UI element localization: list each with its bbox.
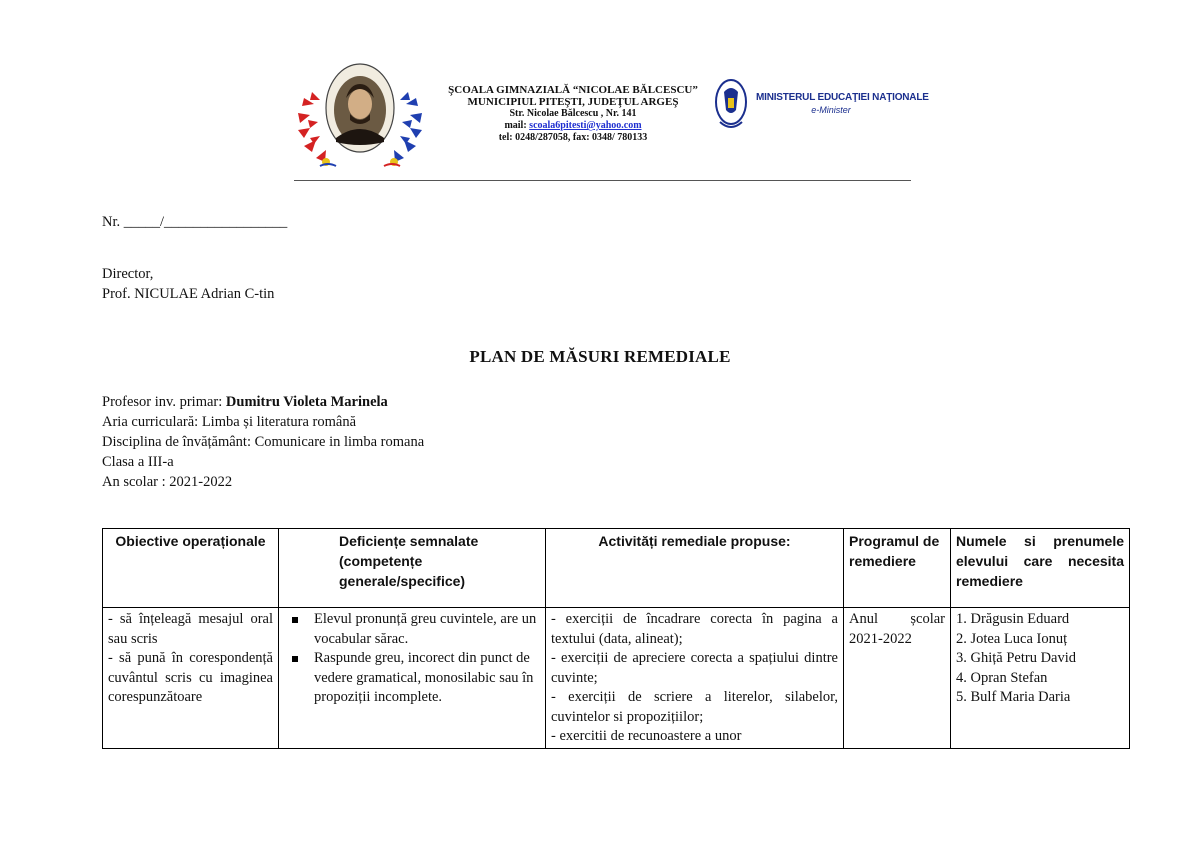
deficiency-item: Elevul pronunță greu cuvintele, are un vocabular sărac.	[314, 610, 540, 649]
activity-item: - exerciții de scriere a literelor, silabelor, cuvintelor si propozițiilor;	[551, 689, 838, 725]
teacher-label: Profesor inv. primar:	[102, 394, 226, 410]
deficiency-item: Raspunde greu, incorect din punct de vedere gramatical, monosilabic sau în propoziții incomplete.	[314, 649, 540, 708]
cell-student-names	[951, 608, 1130, 749]
ministry-seal-icon	[714, 78, 748, 136]
activity-item: - exerciții de încadrare corecta în pagina a textului (data, alineat);	[551, 611, 838, 647]
school-name: ŞCOALA GIMNAZIALĂ “NICOLAE BĂLCESCU”	[448, 84, 698, 96]
header-student-names: Numele si prenumele elevului care necesita remediere	[951, 529, 1130, 608]
header-program: Programul de remediere	[844, 529, 951, 608]
registration-number: Nr. _____/_________________	[102, 214, 288, 230]
class: Clasa a III-a	[102, 454, 174, 470]
student-name: 5. Bulf Maria Daria	[956, 689, 1071, 705]
student-name: 2. Jotea Luca Ionuț	[956, 630, 1068, 647]
school-year: An scolar : 2021-2022	[102, 474, 233, 490]
cell-program: Anul școlar 2021-2022	[844, 608, 951, 749]
header-activities: Activități remediale propuse:	[546, 529, 844, 608]
school-municipality: MUNICIPIUL PITEŞTI, JUDEŢUL ARGEŞ	[467, 96, 679, 108]
director-name: Prof. NICULAE Adrian C-tin	[102, 286, 275, 302]
student-name: 1. Drăgusin Eduard	[956, 611, 1070, 627]
cell-objectives	[103, 608, 279, 749]
school-phone: tel: 0248/287058, fax: 0348/ 780133	[498, 132, 648, 143]
curricular-area: Aria curriculară: Limba și literatura română	[102, 414, 357, 430]
cell-deficiencies	[279, 608, 546, 749]
student-name: 3. Ghiță Petru David	[956, 650, 1077, 666]
activity-item: - exercitii de recunoastere a unor	[551, 728, 742, 744]
student-name: 4. Opran Stefan	[956, 669, 1048, 686]
cell-activities	[546, 608, 844, 749]
director-block	[102, 264, 274, 304]
letterhead	[290, 58, 929, 182]
ministry-sub: e-Minister	[811, 105, 851, 115]
table-row	[103, 608, 1130, 749]
mail-link[interactable]: scoala6pitesti@yahoo.com	[529, 120, 642, 131]
remedial-plan-table	[102, 528, 1130, 749]
table-header-row	[103, 529, 1130, 608]
header-divider	[294, 180, 911, 181]
objective-item: - să pună în corespondență cuvântul scris cu imaginea corespunzătoare	[108, 650, 273, 705]
school-address: Str. Nicolae Bălcescu , Nr. 141	[509, 108, 637, 119]
header-deficiencies: Deficiențe semnalate (competențe generale/specifice)	[279, 529, 546, 608]
activity-item: - exerciții de apreciere corecta a spațiului dintre cuvinte;	[551, 650, 838, 686]
teacher-line	[102, 392, 424, 412]
school-emblem-icon	[290, 58, 430, 176]
director-label: Director,	[102, 266, 154, 282]
school-info	[438, 84, 708, 144]
discipline: Disciplina de învățământ: Comunicare in limba romana	[102, 434, 425, 450]
school-mail	[438, 120, 708, 132]
header-objectives: Obiective operaționale	[103, 529, 279, 608]
ministry-name: MINISTERUL EDUCAŢIEI NAŢIONALE	[756, 92, 929, 103]
objective-item: - să înțeleagă mesajul oral sau scris	[108, 611, 273, 647]
plan-meta	[102, 392, 424, 492]
mail-label: mail:	[504, 120, 527, 131]
page-title: PLAN DE MĂSURI REMEDIALE	[469, 347, 731, 366]
ministry-info	[756, 92, 929, 115]
teacher-name: Dumitru Violeta Marinela	[225, 394, 388, 410]
